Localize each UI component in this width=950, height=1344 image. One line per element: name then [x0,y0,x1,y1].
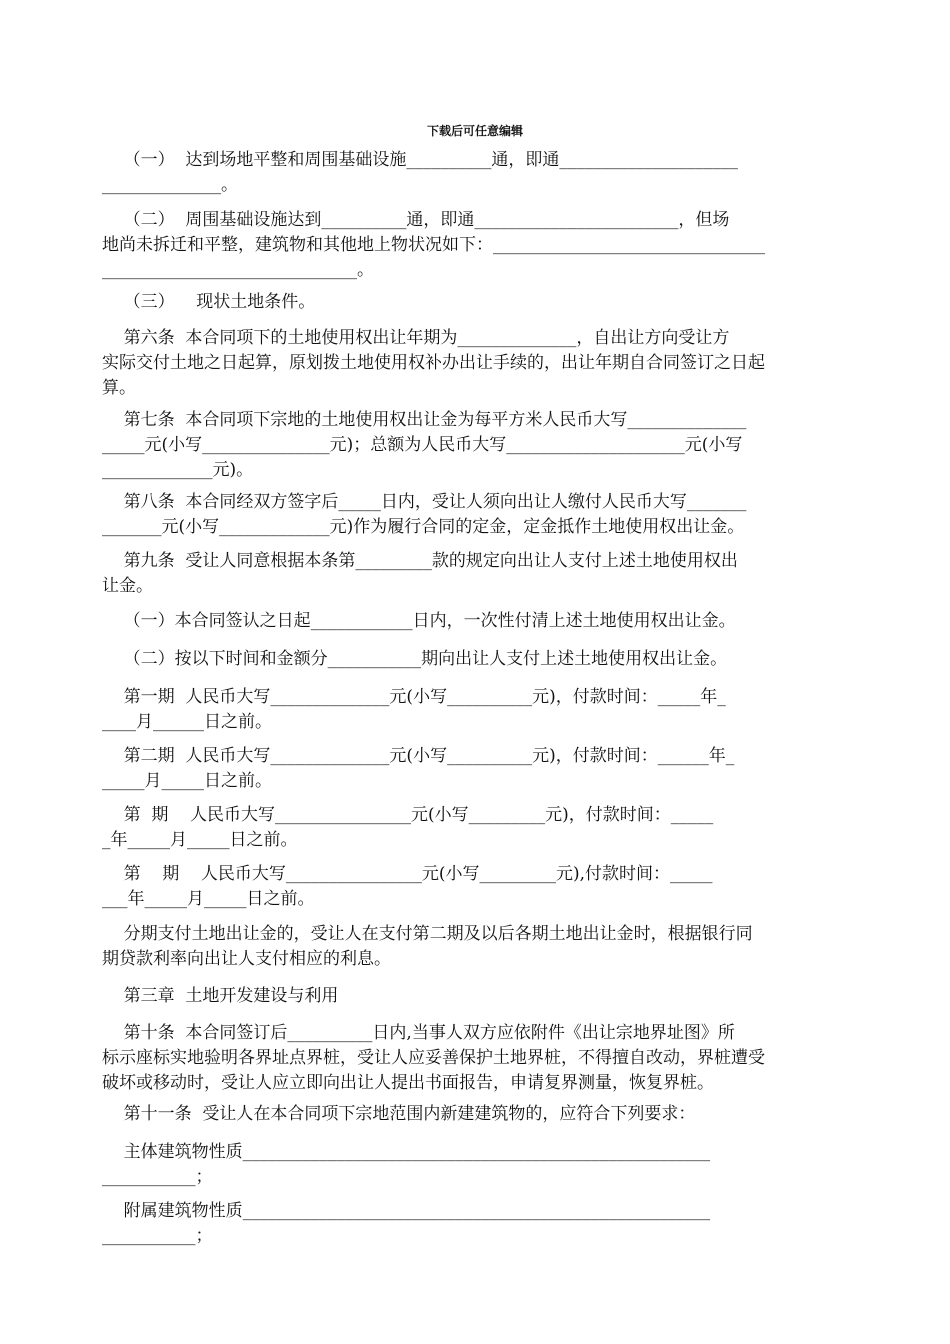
text-line: 破坏或移动时，受让人应立即向出让人提出书面报告，申请复界测量，恢复界桩。 [102,1073,714,1093]
text-line: 实际交付土地之日起算，原划拨土地使用权补办出让手续的，出让年期自合同签订之日起 [102,353,765,373]
text-line: 第十条 本合同签订后__________日内,当事人双方应依附件《出让宗地界址图》所 [102,1023,735,1043]
clause-site-condition-2 [102,208,850,283]
installment-2 [102,744,850,794]
text-line: （二）按以下时间和金额分___________期向出让人支付上述土地使用权出让金。 [102,649,728,669]
text-line: 第二期 人民币大写______________元(小写__________元)，付款时间：______年_ [102,746,735,766]
text-line: 第九条 受让人同意根据本条第_________款的规定向出让人支付上述土地使用权出 [102,551,738,571]
text-line: 第七条 本合同项下宗地的土地使用权出让金为每平方米人民币大写______________ [102,410,747,430]
text-line: _____________元)。 [102,460,254,480]
text-line: ______________________________。 [102,260,374,280]
text-line: 附属建筑物性质_______________________________________________________ [102,1201,711,1221]
text-line: （三） 现状土地条件。 [102,292,316,312]
text-line: 地尚未拆迁和平整，建筑物和其他地上物状况如下：________________________________ [102,235,765,255]
page-header: 下载后可任意编辑 [426,124,523,138]
installment-m [102,862,850,912]
clause-site-condition-3 [102,290,850,315]
text-line: ___年_____月_____日之前。 [102,889,315,909]
chapter-3-heading [102,984,850,1009]
text-line: （一）本合同签认之日起____________日内，一次性付清上述土地使用权出让金。 [102,611,736,631]
text-line: _年_____月_____日之前。 [102,830,298,850]
installment-1 [102,685,850,735]
text-line: 第六条 本合同项下的土地使用权出让年期为______________，自出让方向受让方 [102,328,730,348]
text-line: 期贷款利率向出让人支付相应的利息。 [102,949,391,969]
article-8 [102,490,850,540]
text-line: 第三章 土地开发建设与利用 [102,986,339,1006]
text-line: ___________； [102,1167,213,1187]
installment-interest [102,922,850,972]
text-line: 第十一条 受让人在本合同项下宗地范围内新建建筑物的，应符合下列要求： [102,1104,696,1124]
text-line: _____元(小写_______________元)；总额为人民币大写_____________________元(小写 [102,435,743,455]
text-line: 第 期 人民币大写________________元(小写_________元)，付款时间：_____ [102,805,714,825]
text-line: 让金。 [102,576,153,596]
text-line: 第 期 人民币大写________________元(小写_________元),付款时间：_____ [102,864,713,884]
text-line: ___________； [102,1226,213,1246]
text-line: （一） 达到场地平整和周围基础设施__________通，即通_____________________ [102,150,738,170]
text-line: _______元(小写_____________元)作为履行合同的定金，定金抵作土地使用权出让金。 [102,517,745,537]
article-11 [102,1102,850,1127]
text-line: （二） 周围基础设施达到__________通，即通________________________，但场 [102,210,730,230]
installment-n [102,803,850,853]
text-line: 第一期 人民币大写______________元(小写__________元)，付款时间：_____年_ [102,687,726,707]
text-line: 分期支付土地出让金的，受让人在支付第二期及以后各期土地出让金时，根据银行同 [102,924,753,944]
auxiliary-building-nature [102,1199,850,1249]
text-line: 第八条 本合同经双方签字后_____日内，受让人须向出让人缴付人民币大写_______ [102,492,747,512]
text-line: ______________。 [102,175,238,195]
text-line: 主体建筑物性质_______________________________________________________ [102,1142,711,1162]
text-line: _____月_____日之前。 [102,771,272,791]
article-7 [102,408,850,483]
clause-site-condition-1 [102,148,850,198]
payment-option-1 [102,609,850,634]
payment-option-2 [102,647,850,672]
article-10 [102,1021,850,1096]
text-line: 标示座标实地验明各界址点界桩，受让人应妥善保护土地界桩，不得擅自改动，界桩遭受 [102,1048,765,1068]
main-building-nature [102,1140,850,1190]
article-6 [102,326,850,401]
text-line: 算。 [102,378,136,398]
article-9 [102,549,850,599]
text-line: ____月______日之前。 [102,712,272,732]
